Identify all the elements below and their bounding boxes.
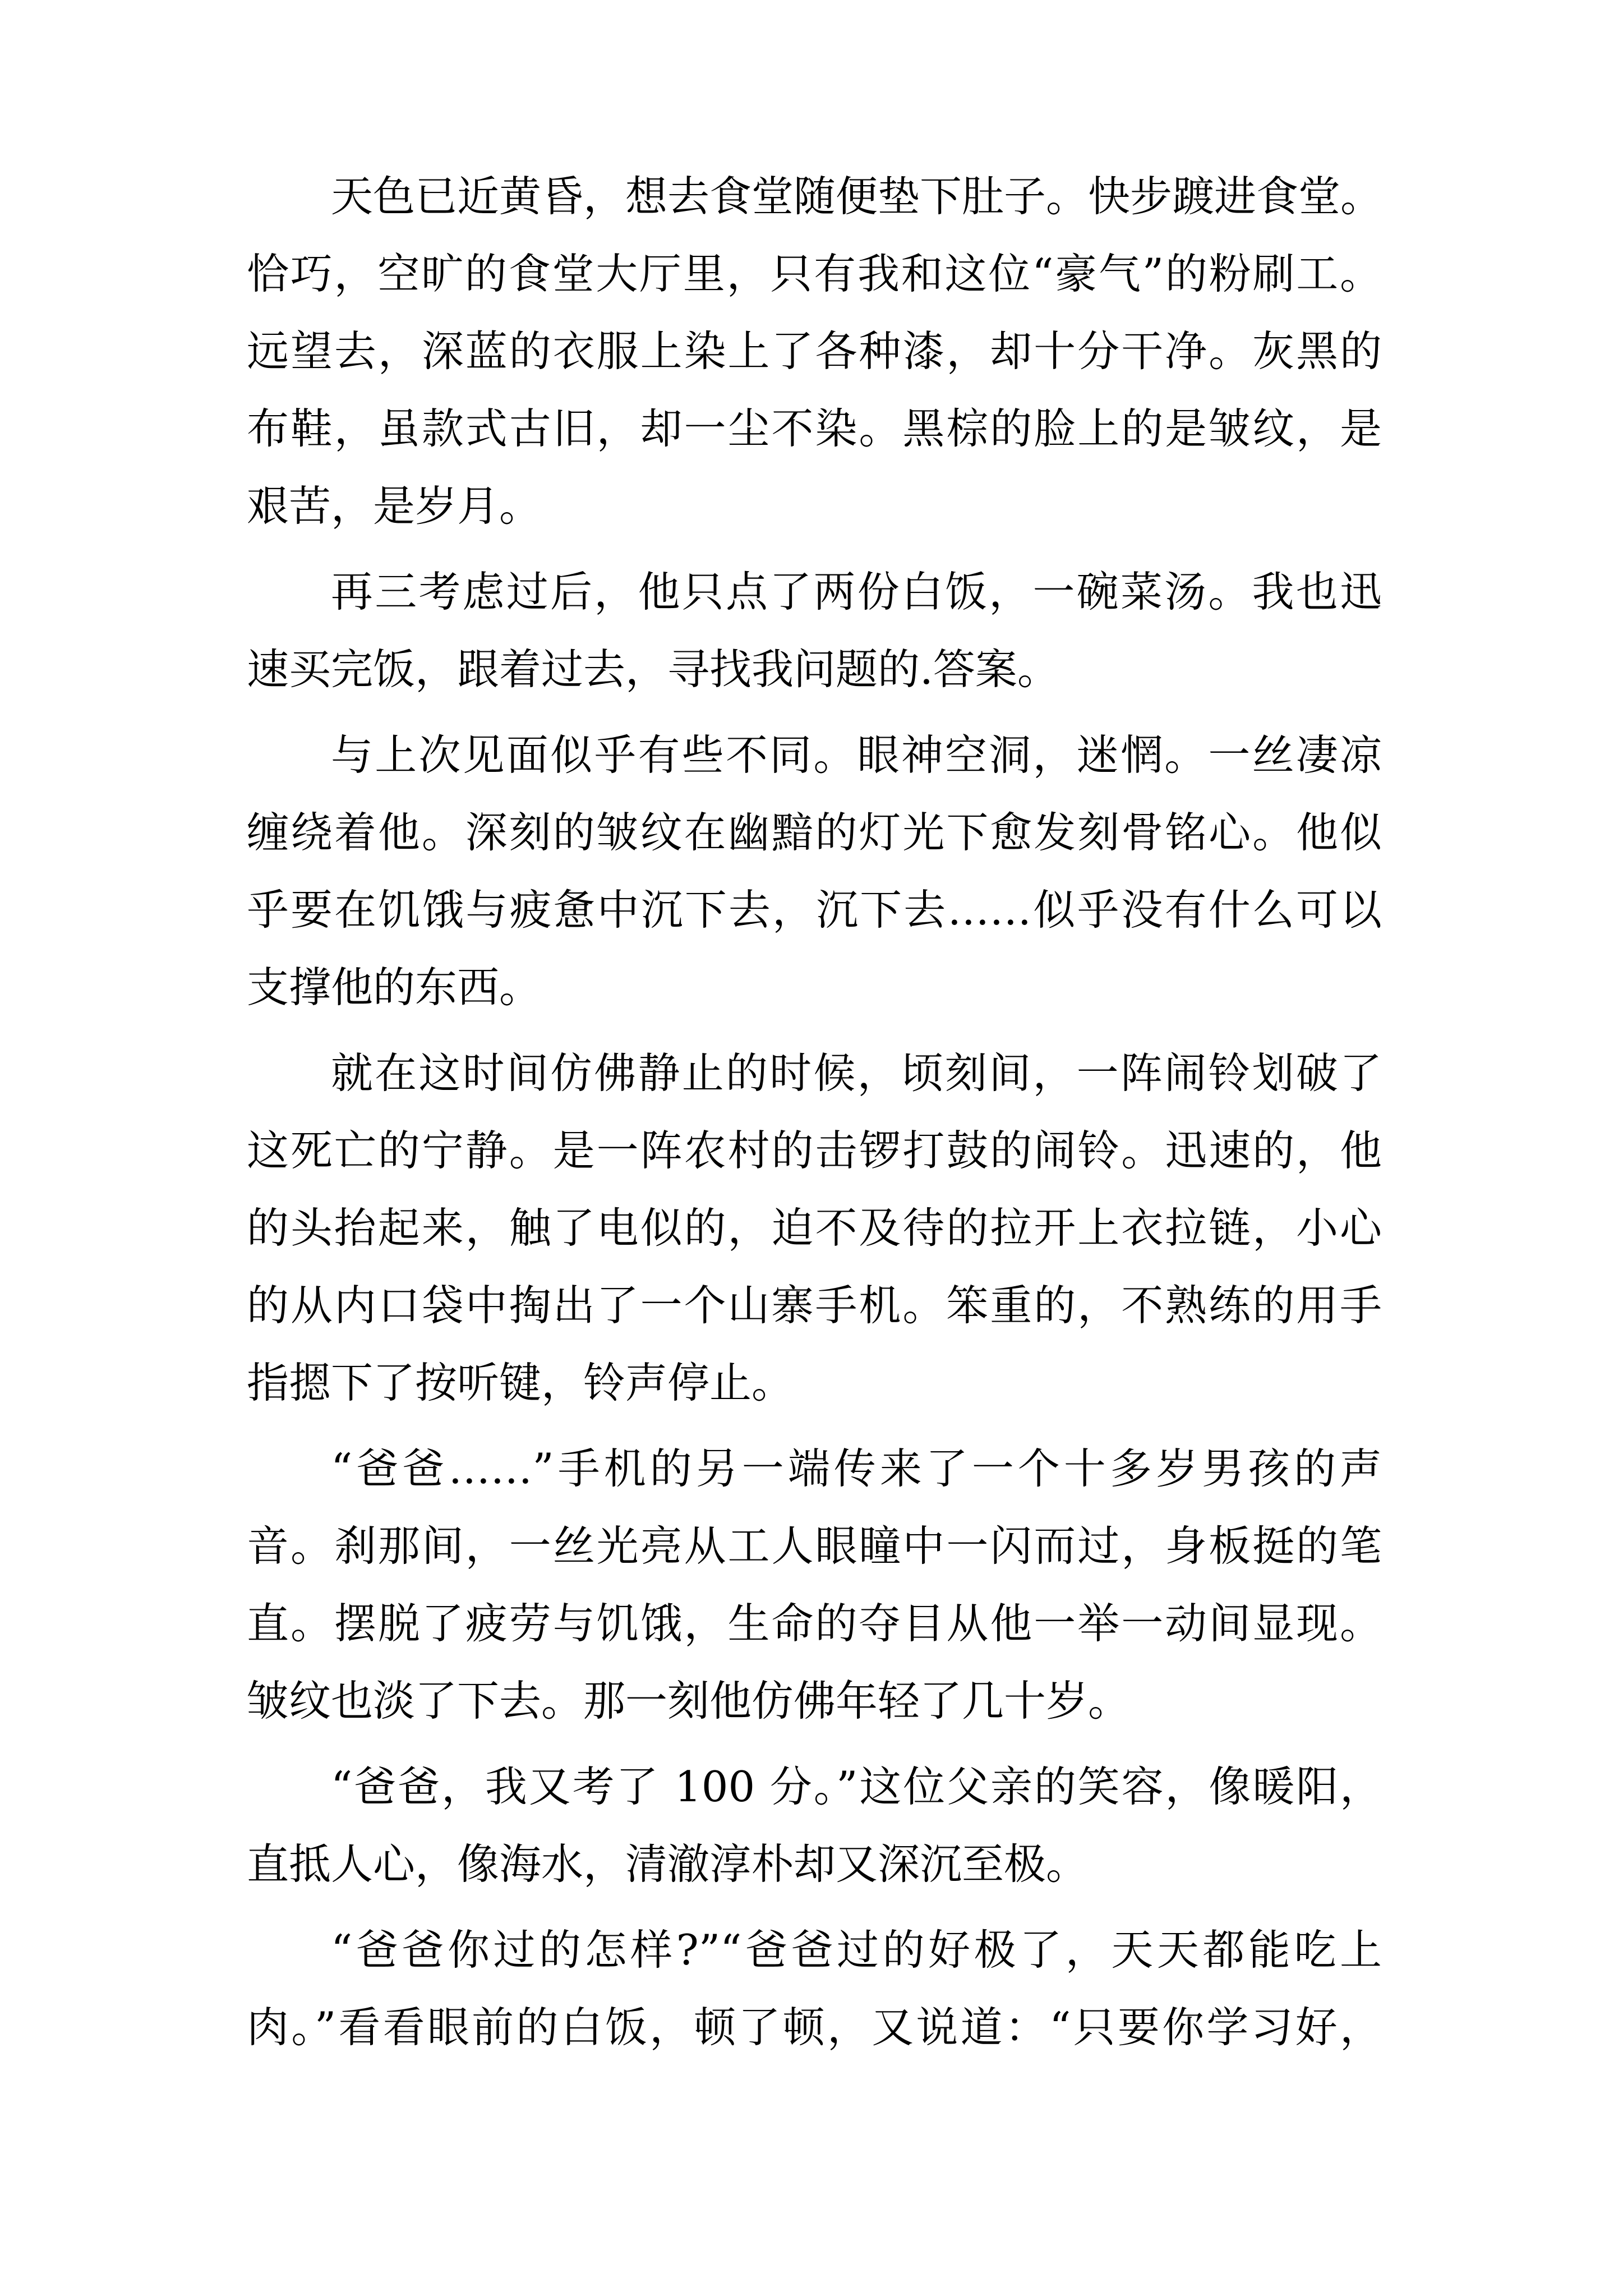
text-line: 音。刹那间，一丝光亮从工人眼瞳中一闪而过，身板挺的笔 [247, 1521, 1382, 1571]
text-line: “爸爸……”手机的另一端传来了一个十多岁男孩的声 [331, 1444, 1382, 1493]
text-line: 缠绕着他。深刻的皱纹在幽黯的灯光下愈发刻骨铭心。他似 [247, 808, 1382, 857]
text-line: 皱纹也淡了下去。那一刻他仿佛年轻了几十岁。 [247, 1676, 1131, 1726]
text-line: 肉。”看看眼前的白饭，顿了顿，又说道：“只要你学习好， [247, 2003, 1382, 2052]
text-line: 的从内口袋中掏出了一个山寨手机。笨重的，不熟练的用手 [247, 1281, 1382, 1330]
text-line: 恰巧，空旷的食堂大厅里，只有我和这位“豪气”的粉刷工。 [247, 249, 1382, 298]
text-line: “爸爸，我又考了 100 分。”这位父亲的笑容，像暖阳， [331, 1762, 1382, 1811]
text-line: 直抵人心，像海水，清澈淳朴却又深沉至极。 [247, 1839, 1089, 1889]
text-line: 布鞋，虽款式古旧，却一尘不染。黑棕的脸上的是皱纹，是 [247, 404, 1382, 453]
text-line: 指摁下了按听键，铃声停止。 [247, 1358, 794, 1407]
text-line: 远望去，深蓝的衣服上染上了各种漆，却十分干净。灰黑的 [247, 326, 1382, 376]
text-line: 乎要在饥饿与疲惫中沉下去，沉下去……似乎没有什么可以 [247, 885, 1382, 935]
text-line: 这死亡的宁静。是一阵农村的击锣打鼓的闹铃。迅速的，他 [247, 1126, 1382, 1175]
text-line: 与上次见面似乎有些不同。眼神空洞，迷惘。一丝凄凉 [331, 730, 1382, 780]
text-line: 的头抬起来，触了电似的，迫不及待的拉开上衣拉链，小心 [247, 1203, 1382, 1253]
text-line: 再三考虑过后，他只点了两份白饭，一碗菜汤。我也迅 [331, 567, 1382, 616]
text-line: 直。摆脱了疲劳与饥饿，生命的夺目从他一举一动间显现。 [247, 1599, 1382, 1648]
text-line: 艰苦，是岁月。 [247, 481, 542, 531]
text-line: 速买完饭，跟着过去，寻找我问题的.答案。 [247, 645, 1059, 694]
text-line: 就在这时间仿佛静止的时候，顷刻间，一阵闹铃划破了 [331, 1048, 1382, 1098]
text-line: 支撑他的东西。 [247, 963, 542, 1012]
text-line: “爸爸你过的怎样?”“爸爸过的好极了，天天都能吃上 [331, 1925, 1382, 1975]
text-line: 天色已近黄昏，想去食堂随便垫下肚子。快步踱进食堂。 [331, 172, 1383, 221]
